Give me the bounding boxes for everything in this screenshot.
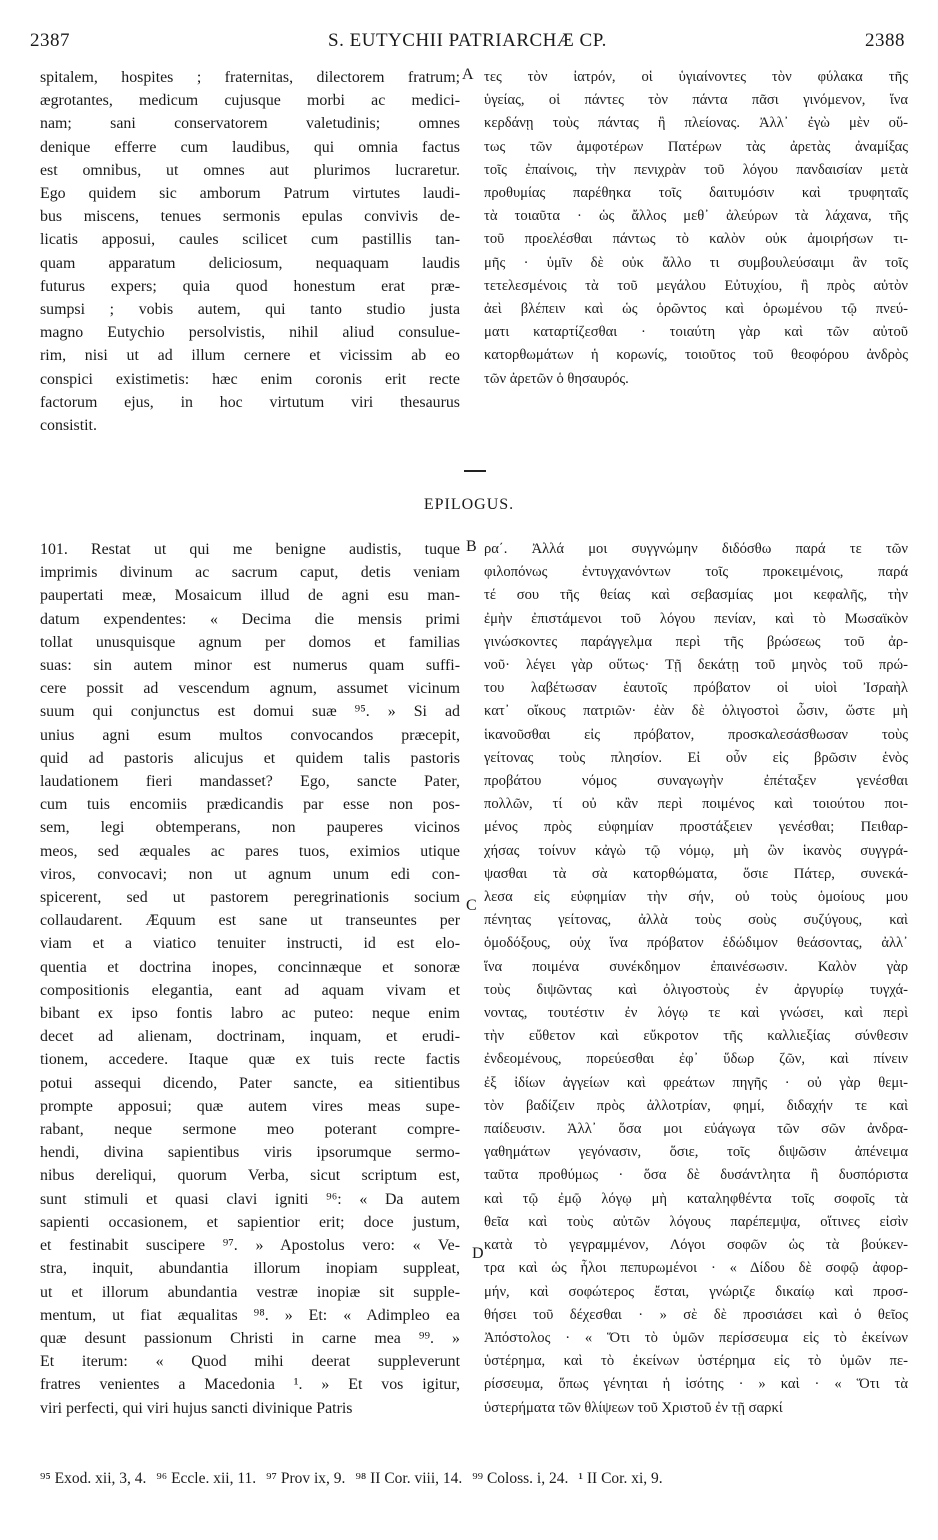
text-line: imprimis divinum ac sacrum caput, detis veniam bbox=[40, 564, 460, 582]
text-line: ἵνα ποιμένα συνέκδημον ἐπαινέσωσιν. Καλὸν γὰρ bbox=[484, 958, 908, 975]
text-line: ἐμὴν ἐπιστάμενοι τοῦ λόγου πενίαν, καὶ τὸ Μωσαϊκὸν bbox=[484, 610, 908, 627]
text-line: tionem, accedere. Itaque quæ ex tuis recte factis bbox=[40, 1051, 460, 1069]
text-line: suum qui conjunctus est domui suæ ⁹⁵. » Si ad bbox=[40, 703, 460, 721]
footnote: ⁹⁷ Prov ix, 9. bbox=[266, 1470, 346, 1487]
running-title: S. EUTYCHII PATRIARCHÆ CP. bbox=[328, 30, 607, 51]
footnotes bbox=[40, 1470, 910, 1488]
page-number-left: 2387 bbox=[30, 30, 70, 51]
text-line: του λαβέτωσαν ἑαυτοῖς πρόβατον οἱ υἱοὶ Ἰσραὴλ bbox=[484, 680, 908, 697]
text-line: ματι καταρτίζεσθαι · τοιαύτη γὰρ καὶ τῶν αὐτοῦ bbox=[484, 324, 908, 341]
text-line: cum tuis encomiis prædicandis par esse non pos- bbox=[40, 796, 460, 814]
text-line: ὁμοδόξους, οὐχ ἵνα πρόβατον ἐδώδιμον θεάσοντας, ἀλλ᾽ bbox=[484, 935, 908, 952]
text-line: κατ᾽ οἴκους πατριῶν· ἐὰν δὲ ὀλιγοστοὶ ὦσιν, ὥστε μὴ bbox=[484, 703, 908, 720]
footnote: ¹ II Cor. xi, 9. bbox=[578, 1470, 663, 1487]
text-line: ὑγείας, οἱ πάντες τὸν πάντα πᾶσι γινόμενον, ἵνα bbox=[484, 92, 908, 109]
text-line: πένητας γείτονας, ἀλλὰ τοὺς σοὺς συζύγους, καὶ bbox=[484, 912, 908, 929]
text-line: nam; sani conservatorem valetudinis; omnes bbox=[40, 115, 460, 133]
text-line: νοντας, τουτέστιν ἐν λόγῳ τε καὶ γνώσει, καὶ περὶ bbox=[484, 1005, 908, 1022]
text-line: τως τῶν ἀμφοτέρων Πατέρων τὰς ἀρετὰς ἀναμίξας bbox=[484, 138, 908, 155]
text-line: futurus expers; quia quod honestum erat præ- bbox=[40, 277, 460, 295]
text-line: viri perfecti, qui viri hujus sancti divinique Patris bbox=[40, 1399, 353, 1417]
text-line: fratres venientes a Macedonia ¹. » Et vos igitur, bbox=[40, 1376, 460, 1394]
text-line: ὑστερήματα τῶν θλίψεων τοῦ Χριστοῦ ἐν τῇ σαρκί bbox=[484, 1399, 783, 1416]
text-line: κατὰ τὸ γεγραμμένον, Λόγοι σοφῶν ὡς τὰ βούκεν- bbox=[484, 1237, 908, 1254]
text-line: τῶν ἀρετῶν ὁ θησαυρός. bbox=[484, 370, 629, 387]
text-line: nibus dereliqui, quorum Verba, sicut scriptum est, bbox=[40, 1167, 460, 1185]
footnote: ⁹⁵ Exod. xii, 3, 4. bbox=[40, 1470, 147, 1487]
footnote: ⁹⁸ II Cor. viii, 14. bbox=[355, 1470, 463, 1487]
text-line: χήσας τοίνυν κἀγὼ τῷ νόμῳ, μὴ ὢν ἱκανὸς συγγρά- bbox=[484, 842, 908, 859]
text-line: νοῦ· λέγει γὰρ οὕτως· Τῇ δεκάτῃ τοῦ μηνὸς τοῦ πρώ- bbox=[484, 657, 908, 674]
text-line: προθυμίας παρέθηκα τοῖς δαιτυμόσιν καὶ τρυφηταῖς bbox=[484, 185, 908, 202]
text-line: τοῖς ἐπαίνοις, τὴν πενιχρὰν τοῦ λόγου πανδαισίαν μετὰ bbox=[484, 161, 908, 178]
text-line: ρα΄. Ἀλλά μοι συγγνώμην διδόσθω παρά τε τῶν bbox=[484, 541, 908, 557]
text-line: suas: sin autem minor est numerus quam suffi- bbox=[40, 657, 460, 675]
text-line: potui assequi dicendo, Pater sancte, ea sitientibus bbox=[40, 1074, 460, 1092]
text-line: sunt stimuli et quasi clavi igniti ⁹⁶: « Da autem bbox=[40, 1190, 460, 1208]
margin-marker-c: C bbox=[466, 897, 477, 914]
text-line: ut et illorum abundantia vestræ inopiæ sit supple- bbox=[40, 1283, 460, 1301]
text-line: παίδευσιν. Ἀλλ᾽ ὅσα μοι εὐάγωγα τῶν σῶν ἀνδρα- bbox=[484, 1121, 908, 1138]
text-line: τοὺς διψῶντας καὶ ὀλιγοστοὺς ἐν ἀργυρίῳ τυγχά- bbox=[484, 981, 908, 998]
text-line: 101. Restat ut qui me benigne audistis, tuque bbox=[40, 541, 460, 558]
text-line: τετελεσμένοις τὰ τοῦ μεγάλου Εὐτυχίου, ἢ πρὸς αὐτὸν bbox=[484, 277, 908, 294]
text-line: et festinabit suscipere ⁹⁷. » Apostolus vero: « Ve- bbox=[40, 1237, 460, 1255]
text-line: mentum, ut fiat æqualitas ⁹⁸. » Et: « Adimpleo ea bbox=[40, 1306, 460, 1324]
text-line: spitalem, hospites ; fraternitas, dilectorem fratrum; bbox=[40, 69, 460, 86]
text-line: μένος πρὸς εὐφημίαν προστάξειεν γενέσθαι; Πειθαρ- bbox=[484, 819, 908, 836]
text-line: datum expendentes: « Decima die mensis primi bbox=[40, 610, 460, 628]
page-header bbox=[30, 30, 905, 62]
footnote: ⁹⁹ Coloss. i, 24. bbox=[472, 1470, 569, 1487]
text-line: τες τὸν ἰατρόν, οἱ ὑγιαίνοντες τὸν φύλακα τῆς bbox=[484, 69, 908, 85]
text-line: unius agni esum multos convocandos præcepit, bbox=[40, 726, 460, 744]
text-line: prompte apposui; quæ autem vires meas supe- bbox=[40, 1097, 460, 1115]
text-line: κερδάνῃ τοὺς πάντας ἢ πλείονας. Ἀλλ᾽ ἐγὼ μὲν οὕ- bbox=[484, 115, 908, 132]
text-line: rim, nisi ut ad illum cernere et vicissim ab eo bbox=[40, 347, 460, 365]
text-line: θήσει τοῦ δέχεσθαι · » σὲ δὲ προσιάσει καὶ ὁ θεῖος bbox=[484, 1306, 908, 1323]
text-line: ἐνδεομένους, πορεύεσθαι ἐφ᾽ ὕδωρ ζῶν, καὶ πίνειν bbox=[484, 1051, 908, 1068]
text-line: τρα καὶ ὡς ἧλοι πεπυρωμένοι · « Δίδου δὲ σοφῷ ἀφορ- bbox=[484, 1260, 908, 1277]
text-line: τέ σου τῆς θείας καὶ σεβασμίας μοι κεφαλῆς, τὴν bbox=[484, 587, 908, 604]
text-line: tollat unusquisque agnum per domos et familias bbox=[40, 633, 460, 651]
text-line: Ἀπόστολος · « Ὅτι τὸ ὑμῶν περίσσευμα εἰς τὸ ἐκείνων bbox=[484, 1329, 908, 1346]
latin-column-top bbox=[40, 66, 460, 437]
section-title: EPILOGUS. bbox=[423, 496, 515, 513]
text-line: ἐξ ἰδίων ἀγγείων καὶ φρεάτων πηγῆς · οὐ γὰρ θεμι- bbox=[484, 1074, 908, 1091]
greek-column-top bbox=[484, 66, 908, 391]
text-line: μῆς · ὑμῖν δὲ οὐκ ἄλλο τι συμβουλεύσαιμι ἂν τοῖς bbox=[484, 254, 908, 271]
text-line: bus miscens, tenues sermonis epulas convivis de- bbox=[40, 208, 460, 226]
text-line: Et iterum: « Quod mihi deerat suppleverunt bbox=[40, 1353, 460, 1371]
text-line: laudationem fieri mandasset? Ego, sancte Pater, bbox=[40, 773, 460, 791]
text-line: paupertati meæ, Mosaicum illud de agni esu man- bbox=[40, 587, 460, 605]
text-line: ἱκανοῦσθαι εἰς πρόβατον, προσκαλεσάσθωσαν τοὺς bbox=[484, 726, 908, 743]
text-line: ægrotantes, medicum cujusque morbi ac medici- bbox=[40, 92, 460, 110]
text-line: τὰ τοιαῦτα · ὡς ἄλλος μεθ᾽ ἀλεύρων τὰ λάχανα, τῆς bbox=[484, 208, 908, 225]
text-line: quæ desunt passionum Christi in carne mea ⁹⁹. » bbox=[40, 1329, 460, 1347]
text-line: quid ad pastoris alicujus et quidem talis pastoris bbox=[40, 749, 460, 767]
text-line: κατορθωμάτων ἡ κορωνίς, τοιοῦτος τοῦ θεοφόρου ἀνδρὸς bbox=[484, 347, 908, 364]
text-line: meos, sed æquales ac pares tuos, eximios utique bbox=[40, 842, 460, 860]
text-line: conspici existimetis: hæc enim coronis erit recte bbox=[40, 370, 460, 388]
latin-column-bottom bbox=[40, 538, 460, 1420]
text-line: ρίσσευμα, ὅπως γένηται ἡ ἰσότης · » καὶ · « Ὅτι τὰ bbox=[484, 1376, 908, 1393]
text-line: viros, convocavi; non ut agnum unum edi con- bbox=[40, 865, 460, 883]
text-line: rabant, neque sermone meo poterant compre- bbox=[40, 1121, 460, 1139]
text-line: τὸν βαδίζειν πρὸς ἀλλοτρίαν, φημί, διδαχήν τε καὶ bbox=[484, 1097, 908, 1114]
text-line: Ego quidem sic amborum Patrum virtutes laudi- bbox=[40, 185, 460, 203]
section-divider bbox=[464, 470, 486, 472]
text-line: θεῖα καὶ τοὺς αὐτῶν λόγους παρέπεμψα, οἵτινες εἰσὶν bbox=[484, 1213, 908, 1230]
text-line: λεσα εἰς εὐφημίαν τὴν σήν, οὐ τοὺς ὁμοίους μου bbox=[484, 889, 908, 906]
text-line: compositionis elegantia, eant ad aquam vivam et bbox=[40, 981, 460, 999]
margin-marker-a: A bbox=[462, 66, 474, 83]
text-line: consistit. bbox=[40, 417, 97, 435]
greek-column-bottom bbox=[484, 538, 908, 1420]
text-line: ἀεὶ βλέπειν καὶ ὡς ὁρῶντος καὶ ὁρωμένου τῷ πνεύ- bbox=[484, 301, 908, 318]
text-line: προβάτου νόμος συναγωγὴν ἐπέταξεν γενέσθαι bbox=[484, 773, 908, 790]
text-line: καὶ τῷ ἐμῷ λόγῳ μὴ καταληφθέντα τοῖς σοφοῖς τὰ bbox=[484, 1190, 908, 1207]
text-line: sem, legi obtemperans, non pauperes vicinos bbox=[40, 819, 460, 837]
text-line: spicerent, sed ut pastorem peregrinationis socium bbox=[40, 889, 460, 907]
text-line: πολλῶν, τί οὐ κἂν περὶ ποιμένος καὶ τοιούτου ποι- bbox=[484, 796, 908, 813]
text-line: sumpsi ; vobis autem, qui tanto studio justa bbox=[40, 301, 460, 319]
text-line: τοῦ προελέσθαι πάντως τὸ καλὸν οὐκ ἀμοιρήσων τι- bbox=[484, 231, 908, 248]
footnote: ⁹⁶ Eccle. xii, 11. bbox=[156, 1470, 257, 1487]
text-line: φιλοπόνως ἐντυγχανόντων τοῖς προκειμένοις, παρά bbox=[484, 564, 908, 581]
text-line: τὴν εὔθετον καὶ εὔκροτον τῆς καλλιεξίας σύνθεσιν bbox=[484, 1028, 908, 1045]
text-line: bibant ex ipso fontis labro ac puteo: neque enim bbox=[40, 1005, 460, 1023]
page-number-right: 2388 bbox=[865, 30, 905, 51]
text-line: magno Eutychio persolvistis, nihil aliud consulue- bbox=[40, 324, 460, 342]
text-line: stra, inquit, abundantia illorum inopiam suppleat, bbox=[40, 1260, 460, 1278]
text-line: viam et a viatico tenuiter instructi, id est elo- bbox=[40, 935, 460, 953]
margin-marker-b: B bbox=[466, 538, 477, 555]
text-line: ὑστέρημα, καὶ τὸ ἐκείνων ὑστέρημα εἰς τὸ ὑμῶν πε- bbox=[484, 1353, 908, 1370]
text-line: collaudarent. Æquum est sane ut transeuntes per bbox=[40, 912, 460, 930]
text-line: hendi, divina sapientibus viris ipsorumque sermo- bbox=[40, 1144, 460, 1162]
text-line: μήν, καὶ σοφώτερος ἔσται, γνώριζε δικαίῳ καὶ προσ- bbox=[484, 1283, 908, 1300]
text-line: ταῦτα προθύμως · ὅσα δὲ δυσάντλητα ἢ δυσπόριστα bbox=[484, 1167, 908, 1184]
text-line: cere possit ad vescendum agnum, assumet vicinum bbox=[40, 680, 460, 698]
text-line: decet ad alienam, doctrinam, inquam, et erudi- bbox=[40, 1028, 460, 1046]
text-line: licatis apposui, caules scilicet cum pastillis tan- bbox=[40, 231, 460, 249]
text-line: quentia et doctrina inopes, concinnæque et sonoræ bbox=[40, 958, 460, 976]
text-line: denique efferre cum laudibus, qui omnia factus bbox=[40, 138, 460, 156]
text-line: sapienti occasionem, et sapientior erit; doce justum, bbox=[40, 1213, 460, 1231]
text-line: γινώσκοντες παράγγελμα περὶ τῆς βρώσεως τοῦ ἀρ- bbox=[484, 633, 908, 650]
text-line: quam apparatum deliciosum, nequaquam laudis bbox=[40, 254, 460, 272]
text-line: γαθημάτων γεγόνασιν, ὅσιε, τοῖς διψῶσιν ἀπένειμα bbox=[484, 1144, 908, 1161]
margin-marker-d: D bbox=[472, 1245, 484, 1262]
text-line: factorum ejus, in hoc virtutum viri thesaurus bbox=[40, 393, 460, 411]
text-line: ψασθαι τὰ σὰ κατορθώματα, ὅσιε Πάτερ, συνεκά- bbox=[484, 865, 908, 882]
text-line: est omnibus, ut omnes aut plurimos lucraretur. bbox=[40, 161, 460, 179]
text-line: γείτονας τοὺς πλησίον. Εἰ οὖν εἰς βρῶσιν ἑνὸς bbox=[484, 749, 908, 766]
